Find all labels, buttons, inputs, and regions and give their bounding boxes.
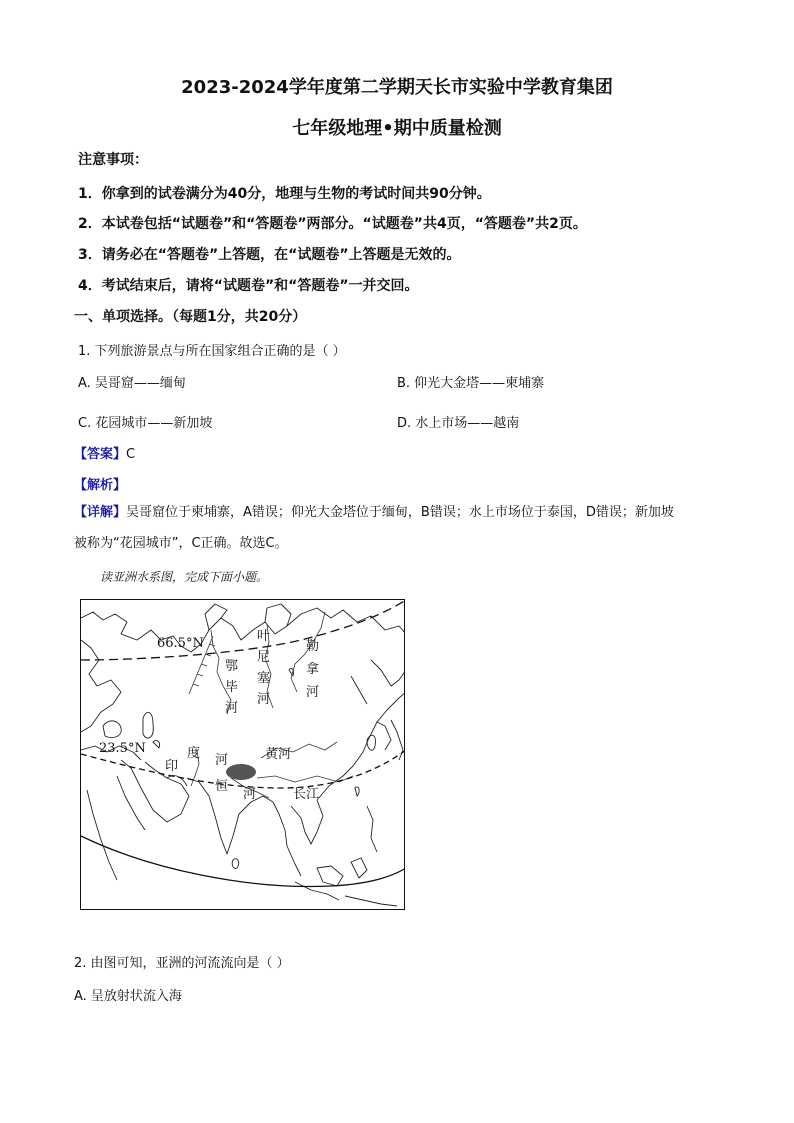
detail-line <box>74 498 674 528</box>
question-stem: 2. 由图可知，亚洲的河流流向是（ ） <box>74 956 290 971</box>
ob-river-char: 毕 <box>225 680 239 695</box>
detail-tag: 【详解】 <box>74 505 127 520</box>
indus-river-char: 河 <box>215 753 229 768</box>
notice-item: 3．请务必在“答题卷”上答题，在“试题卷”上答题是无效的。 <box>78 247 461 263</box>
asia-river-map <box>80 599 405 910</box>
detail-text: 吴哥窟位于柬埔寨，A错误；仰光大金塔位于缅甸，B错误；水上市场位于泰国，D错误；新加坡 <box>126 505 674 520</box>
document-title: 2023-2024学年度第二学期天长市实验中学教育集团 <box>181 77 613 98</box>
equator-curve <box>81 836 405 887</box>
plateau-marker <box>226 764 256 780</box>
lena-river-char: 河 <box>306 685 320 700</box>
notice-item: 2．本试卷包括“试题卷”和“答题卷”两部分。“试题卷”共4页，“答题卷”共2页。 <box>78 216 587 232</box>
ganges-river-char: 河 <box>243 787 257 802</box>
ob-river-char: 鄂 <box>225 659 239 674</box>
ganges-river-char: 恒 <box>215 779 229 794</box>
yenisei-river-char: 叶 <box>257 629 271 644</box>
yenisei-river-char: 河 <box>257 692 271 707</box>
arctic-circle <box>81 600 405 660</box>
yenisei-river-char: 塞 <box>257 671 271 686</box>
answer-tag: 【答案】 <box>74 447 127 462</box>
lat-23-5-label: 23.5°N <box>99 741 146 756</box>
yellow-river-label: 黄河 <box>265 747 292 762</box>
option-d: D. 水上市场——越南 <box>397 416 520 431</box>
section-heading: 一、单项选择。（每题1分，共20分） <box>74 309 307 325</box>
answer-value: C <box>126 447 136 462</box>
detail-text-2: 被称为“花园城市”，C正确。故选C。 <box>74 536 288 551</box>
notice-item: 1．你拿到的试卷满分为40分，地理与生物的考试时间共90分钟。 <box>78 186 491 202</box>
option-b: B. 仰光大金塔——柬埔寨 <box>397 376 545 391</box>
document-subtitle: 七年级地理•期中质量检测 <box>292 118 502 139</box>
lena-river-char: 拿 <box>306 662 320 677</box>
lena-river-char: 勒 <box>306 639 320 654</box>
map-intro: 读亚洲水系图，完成下面小题。 <box>100 570 269 584</box>
indus-river-char: 印 <box>165 759 179 774</box>
option-a: A. 吴哥窟——缅甸 <box>78 376 186 391</box>
yangtze-river-label: 长江 <box>293 787 320 802</box>
notice-heading: 注意事项： <box>78 152 148 168</box>
option-a: A. 呈放射状流入海 <box>74 989 182 1004</box>
lat-66-5-label: 66.5°N <box>157 636 204 651</box>
analysis-tag: 【解析】 <box>74 478 127 493</box>
question-stem: 1. 下列旅游景点与所在国家组合正确的是（ ） <box>78 344 346 359</box>
yenisei-river-char: 尼 <box>257 650 271 665</box>
analysis-line <box>74 474 126 493</box>
ob-river-char: 河 <box>225 701 239 716</box>
answer-line <box>74 443 135 462</box>
option-c: C. 花园城市——新加坡 <box>78 416 213 431</box>
indus-river-char: 度 <box>187 746 201 761</box>
notice-item: 4．考试结束后，请将“试题卷”和“答题卷”一并交回。 <box>78 278 419 294</box>
